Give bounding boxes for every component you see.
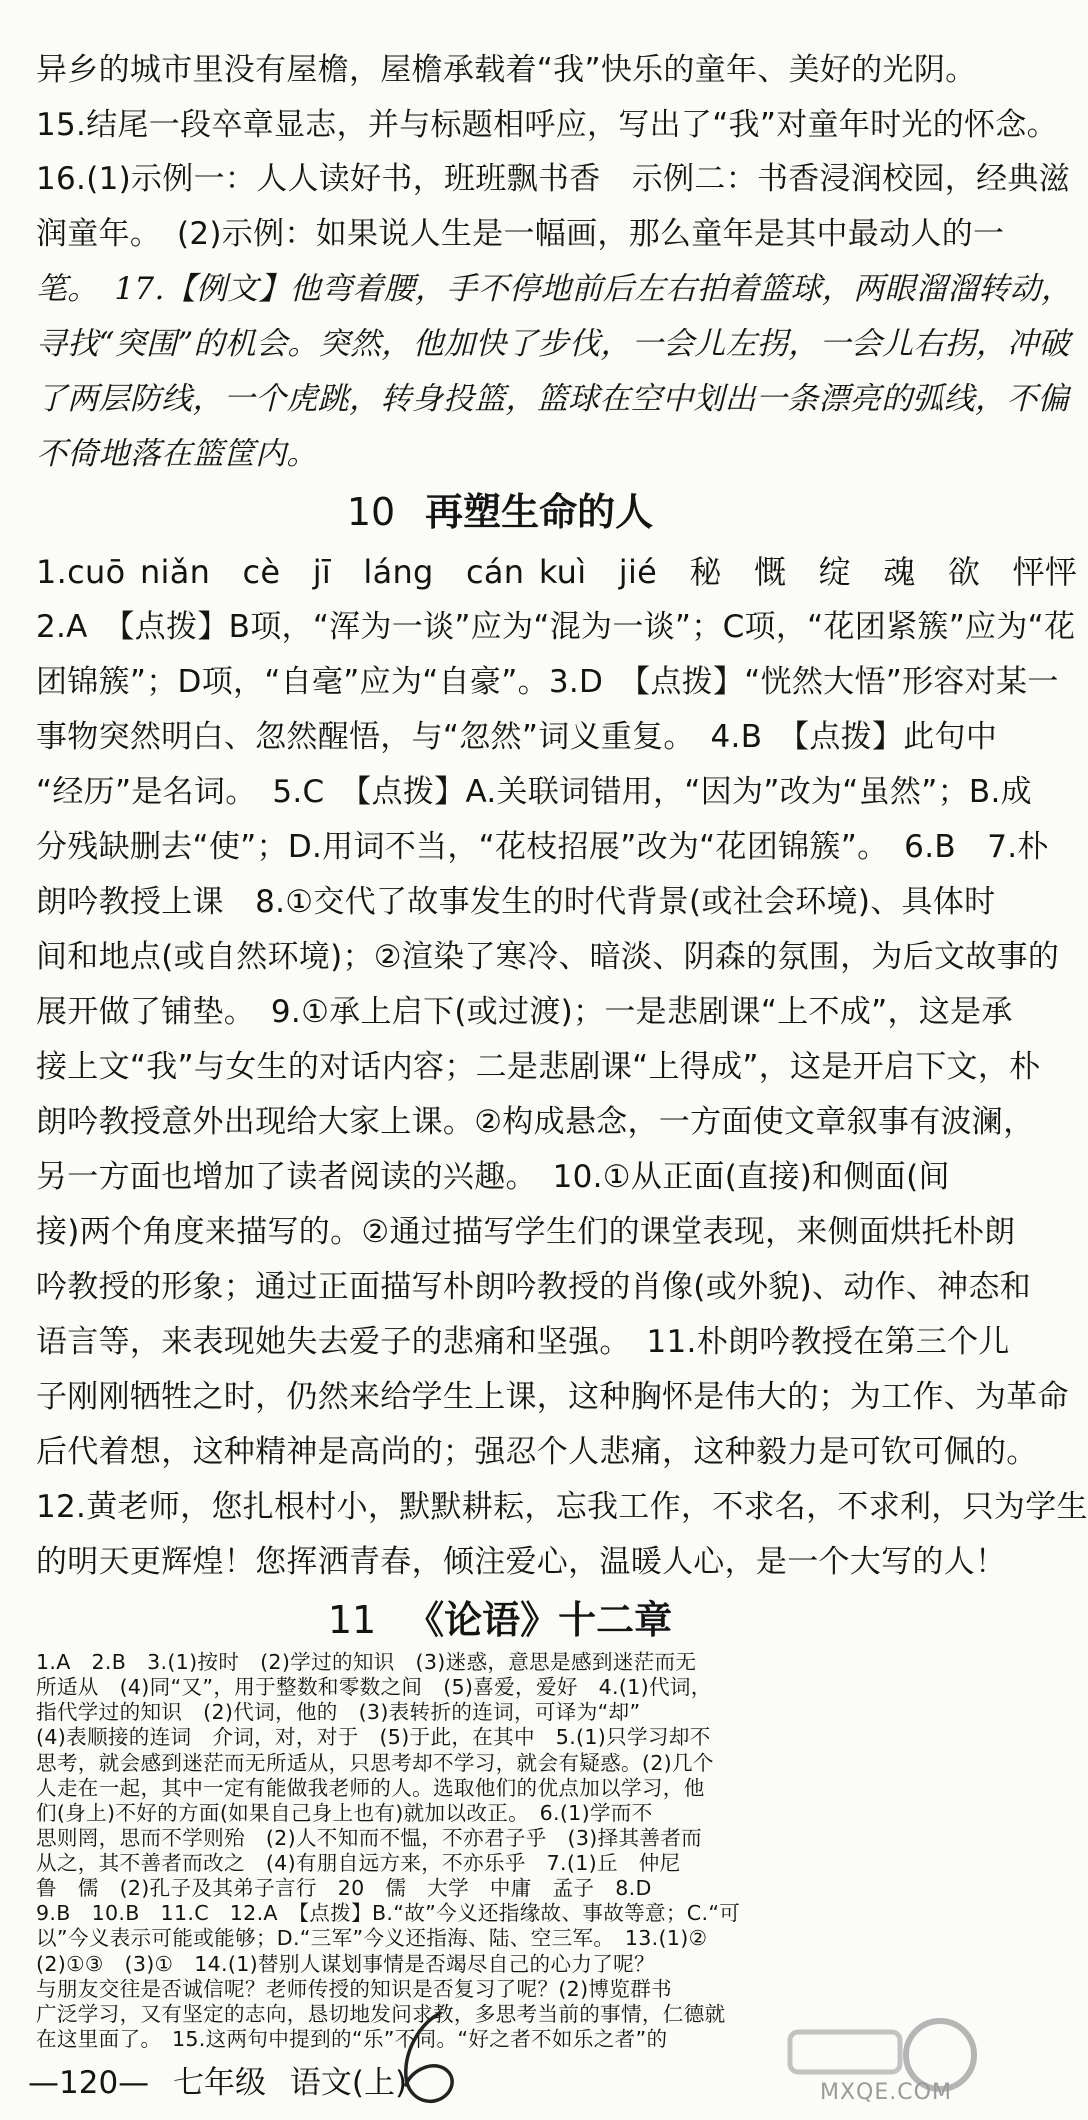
handwritten-six-mark <box>390 2005 470 2115</box>
text-line: 笔。 17.【例文】他弯着腰，手不停地前后左右拍着篮球，两眼溜溜转动， <box>36 271 1073 307</box>
text-line: 另一方面也增加了读者阅读的兴趣。 10.①从正面(直接)和侧面(间 <box>36 1159 950 1195</box>
text-line: 接上文“我”与女生的对话内容；二是悲剧课“上得成”，这是开启下文，朴 <box>36 1049 1041 1085</box>
text-line: 间和地点(或自然环境)；②渲染了寒冷、暗淡、阴森的氛围，为后文故事的 <box>36 939 1060 975</box>
text-line: 人走在一起，其中一定有能做我老师的人。选取他们的优点加以学习，他 <box>36 1775 705 1800</box>
text-line: 们(身上)不好的方面(如果自己身上也有)就加以改正。 6.(1)学而不 <box>36 1800 653 1825</box>
text-line: 与朋友交往是否诚信呢？老师传授的知识是否复习了呢？(2)博览群书 <box>36 1976 672 2001</box>
text-line: 子刚刚牺牲之时，仍然来给学生上课，这种胸怀是伟大的；为工作、为革命 <box>36 1379 1069 1415</box>
text-line: 1.A 2.B 3.(1)按时 (2)学过的知识 (3)迷惑，意思是感到迷茫而无 <box>36 1650 697 1674</box>
text-line: 12.黄老师，您扎根村小，默默耕耘，忘我工作，不求名，不求利，只为学生 <box>36 1489 1088 1525</box>
section-title-10 <box>0 482 1000 542</box>
text-line: 后代着想，这种精神是高尚的；强忍个人悲痛，这种毅力是可钦可佩的。 <box>36 1434 1038 1470</box>
text-line: 寻找“突围”的机会。突然，他加快了步伐，一会儿左拐，一会儿右拐，冲破 <box>36 326 1070 362</box>
page-footer <box>28 2058 421 2108</box>
section-number: 10 <box>346 490 396 534</box>
text-line: 分残缺删去“使”；D.用词不当，“花枝招展”改为“花团锦簇”。 6.B 7.朴 <box>36 829 1049 865</box>
text-line: 事物突然明白、忽然醒悟，与“忽然”词义重复。 4.B 【点拨】此句中 <box>36 719 998 755</box>
subject-label: 语文(上) <box>289 2065 408 2101</box>
text-line: “经历”是名词。 5.C 【点拨】A.关联词错用，“因为”改为“虽然”；B.成 <box>36 774 1032 810</box>
text-line: 在这里面了。 15.这两句中提到的“乐”不同。“好之者不如乐之者”的 <box>36 2026 668 2051</box>
text-line: 润童年。 (2)示例：如果说人生是一幅画，那么童年是其中最动人的一 <box>36 216 1005 252</box>
text-line: 朗吟教授意外出现给大家上课。②构成悬念，一方面使文章叙事有波澜， <box>36 1104 1035 1140</box>
text-line: 不倚地落在篮筐内。 <box>36 436 318 472</box>
text-line: 朗吟教授上课 8.①交代了故事发生的时代背景(或社会环境)、具体时 <box>36 884 996 920</box>
section-name: 《论语》十二章 <box>406 1597 673 1642</box>
section-name: 再塑生命的人 <box>425 489 654 534</box>
watermark-text: MXQE.COM <box>820 2080 952 2105</box>
text-line: 以”今义表示可能或能够；D.“三军”今义还指海、陆、空三军。 13.(1)② <box>36 1926 708 1951</box>
text-line: 的明天更辉煌！您挥洒青春，倾注爱心，温暖人心，是一个大写的人！ <box>36 1544 1007 1580</box>
grade-label: 七年级 <box>173 2065 267 2101</box>
text-line: 展开做了铺垫。 9.①承上启下(或过渡)；一是悲剧课“上不成”，这是承 <box>36 994 1013 1030</box>
text-line: (4)表顺接的连词 介词，对，对于 (5)于此，在其中 5.(1)只学习却不 <box>36 1725 711 1750</box>
text-line: (2)①③ (3)① 14.(1)替别人谋划事情是否竭尽自己的心力了呢？ <box>36 1951 655 1976</box>
text-line: 思考，就会感到迷茫而无所适从，只思考却不学习，就会有疑惑。(2)几个 <box>36 1750 714 1775</box>
text-line: 15.结尾一段卒章显志，并与标题相呼应，写出了“我”对童年时光的怀念。 <box>36 107 1058 143</box>
text-line: 吟教授的形象；通过正面描写朴朗吟教授的肖像(或外貌)、动作、神态和 <box>36 1269 1032 1305</box>
text-line: 接)两个角度来描写的。②通过描写学生们的课堂表现，来侧面烘托朴朗 <box>36 1214 1016 1250</box>
text-line: 团锦簇”；D项，“自毫”应为“自豪”。3.D 【点拨】“恍然大悟”形容对某一 <box>36 664 1059 700</box>
text-line: 16.(1)示例一：人人读好书，班班飘书香 示例二：书香浸润校园，经典滋 <box>36 161 1071 197</box>
section-title-11 <box>0 1590 1000 1650</box>
page-number: —120— <box>28 2065 150 2101</box>
section-number: 11 <box>327 1598 377 1642</box>
text-line: 9.B 10.B 11.C 12.A 【点拨】B.“故”今义还指缘故、事故等意；C.“可 <box>36 1901 741 1926</box>
text-line: 鲁 儒 (2)孔子及其弟子言行 20 儒 大学 中庸 孟子 8.D <box>36 1876 652 1901</box>
overflow-guard <box>36 2003 966 2004</box>
text-line: 语言等，来表现她失去爱子的悲痛和坚强。 11.朴朗吟教授在第三个儿 <box>36 1324 1010 1360</box>
text-line: 指代学过的知识 (2)代词，他的 (3)表转折的连词，可译为“却” <box>36 1700 641 1725</box>
text-line: 1.cuō niǎn cè jī láng cán kuì jié 秘 慨 绽 魂 欲 怦怦 <box>36 553 1078 591</box>
text-line: 所适从 (4)同“又”，用于整数和零数之间 (5)喜爱，爱好 4.(1)代词， <box>36 1675 712 1700</box>
text-line: 异乡的城市里没有屋檐，屋檐承载着“我”快乐的童年、美好的光阴。 <box>36 52 977 88</box>
text-line: 从之，其不善者而改之 (4)有朋自远方来，不亦乐乎 7.(1)丘 仲尼 <box>36 1851 681 1875</box>
text-line: 思则罔，思而不学则殆 (2)人不知而不愠，不亦君子乎 (3)择其善者而 <box>36 1825 703 1850</box>
text-line: 2.A 【点拨】B项，“浑为一谈”应为“混为一谈”；C项，“花团紧簇”应为“花 <box>36 609 1076 645</box>
text-line: 广泛学习，又有坚定的志向，恳切地发问求教，多思考当前的事情，仁德就 <box>36 2001 726 2026</box>
text-line: 了两层防线，一个虎跳，转身投篮，篮球在空中划出一条漂亮的弧线，不偏 <box>36 381 1069 417</box>
